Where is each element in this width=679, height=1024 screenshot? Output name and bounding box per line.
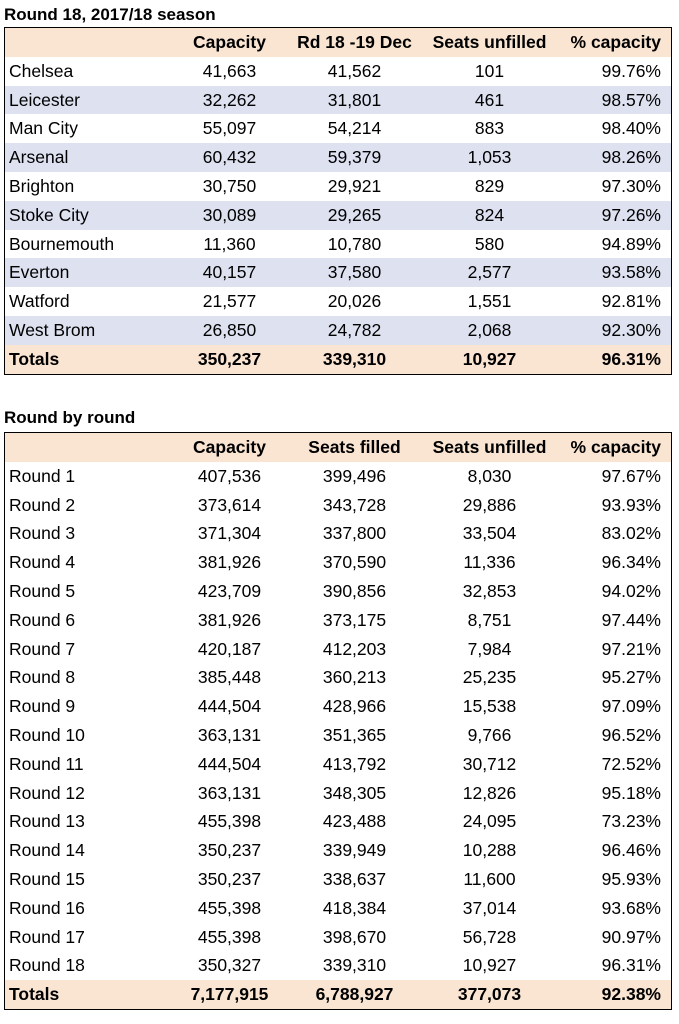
- table-cell: 98.26%: [557, 143, 672, 172]
- table-cell: 25,235: [462, 667, 517, 688]
- table-row: [5, 865, 672, 894]
- table-cell: 15,538: [462, 696, 517, 717]
- table-cell: 97.21%: [601, 638, 661, 659]
- column-header: [5, 433, 173, 462]
- table-cell: 93.93%: [601, 494, 661, 515]
- table-cell: 32,262: [173, 86, 287, 115]
- table-cell: 7,984: [467, 638, 512, 659]
- round-by-round-table: [4, 432, 672, 1010]
- table-cell: 33,504: [462, 523, 517, 544]
- table-cell: 98.40%: [601, 118, 661, 139]
- totals-cell: 339,310: [287, 345, 423, 374]
- totals-cell: Totals: [5, 345, 173, 374]
- table-row: [5, 663, 672, 692]
- table-cell: Round 12: [9, 782, 85, 803]
- table-cell: 348,305: [322, 782, 387, 803]
- table-cell: 407,536: [197, 465, 262, 486]
- table-cell: 418,384: [322, 897, 387, 918]
- table-cell: 30,712: [462, 753, 517, 774]
- table-row: [5, 230, 672, 259]
- table-cell: 343,728: [322, 494, 387, 515]
- table-cell: Watford: [9, 291, 70, 312]
- table-cell: 55,097: [202, 118, 257, 139]
- table-cell: 398,670: [322, 926, 387, 947]
- table-cell: Stoke City: [5, 201, 173, 230]
- table-cell: Bournemouth: [9, 233, 115, 254]
- table-cell: 41,562: [327, 60, 382, 81]
- table-cell: 399,496: [322, 465, 387, 486]
- table-cell: 30,089: [173, 201, 287, 230]
- table-cell: 423,709: [197, 580, 262, 601]
- table-cell: 41,663: [202, 60, 257, 81]
- table-cell: 29,921: [327, 175, 382, 196]
- table-cell: 11,600: [463, 868, 516, 889]
- totals-cell: Totals: [5, 980, 173, 1009]
- table-row: [5, 548, 672, 577]
- table-row: [5, 779, 672, 808]
- table-cell: 338,637: [322, 868, 387, 889]
- round-by-round-title: Round by round: [4, 408, 136, 427]
- table-cell: 37,014: [462, 897, 517, 918]
- table-cell: Round 15: [9, 868, 85, 889]
- table-cell: 20,026: [327, 291, 382, 312]
- table-cell: 92.30%: [557, 316, 672, 345]
- table-row: [5, 894, 672, 923]
- table-cell: 97.67%: [601, 465, 661, 486]
- table-cell: Round 17: [9, 926, 85, 947]
- table-row: [5, 143, 672, 172]
- table-cell: 60,432: [173, 143, 287, 172]
- table-cell: 96.34%: [601, 552, 661, 573]
- table-cell: 95.18%: [601, 782, 661, 803]
- table-cell: Round 5: [9, 580, 76, 601]
- table-cell: 12,826: [462, 782, 517, 803]
- table-cell: 455,398: [197, 926, 262, 947]
- table-cell: 29,265: [287, 201, 423, 230]
- table-cell: 339,949: [322, 840, 387, 861]
- table-cell: 2,068: [423, 316, 557, 345]
- table-cell: 72.52%: [601, 753, 661, 774]
- table-row: [5, 836, 672, 865]
- table-cell: 360,213: [322, 667, 387, 688]
- table-cell: 829: [474, 175, 505, 196]
- table-cell: 93.58%: [557, 258, 672, 287]
- table-cell: 54,214: [327, 118, 382, 139]
- table-cell: 8,751: [467, 609, 512, 630]
- table-cell: 444,504: [197, 696, 262, 717]
- table-row: [5, 316, 672, 345]
- table-row: [5, 462, 672, 491]
- table-cell: Chelsea: [9, 60, 74, 81]
- table-row: [5, 721, 672, 750]
- table-cell: 30,750: [202, 175, 257, 196]
- table-cell: 24,782: [287, 316, 423, 345]
- table-cell: Round 2: [9, 494, 76, 515]
- table-cell: 97.44%: [601, 609, 661, 630]
- table-cell: 56,728: [462, 926, 517, 947]
- table-cell: 2,577: [423, 258, 557, 287]
- totals-cell: 96.31%: [557, 345, 672, 374]
- table-cell: Round 10: [9, 724, 85, 745]
- table-cell: 339,310: [322, 955, 387, 976]
- table-row: [5, 519, 672, 548]
- column-header: Capacity: [173, 28, 287, 57]
- table-cell: 24,095: [462, 811, 517, 832]
- column-header: Seats unfilled: [423, 28, 557, 57]
- table-cell: 29,886: [462, 494, 517, 515]
- table-cell: Round 16: [9, 897, 85, 918]
- table-cell: Everton: [5, 258, 173, 287]
- table-cell: Round 11: [9, 753, 84, 774]
- table-cell: 883: [474, 118, 505, 139]
- table-cell: Round 1: [9, 465, 76, 486]
- table-cell: West Brom: [5, 316, 173, 345]
- table-cell: Round 3: [9, 523, 76, 544]
- table-cell: 83.02%: [601, 523, 661, 544]
- table-cell: 444,504: [197, 753, 262, 774]
- table-row: [5, 172, 672, 201]
- table-cell: 455,398: [197, 897, 262, 918]
- table-cell: 373,175: [322, 609, 387, 630]
- column-header: % capacity: [557, 28, 672, 57]
- table-cell: 97.30%: [601, 175, 661, 196]
- table-row: [5, 923, 672, 952]
- table-cell: 94.02%: [601, 580, 661, 601]
- table-cell: 351,365: [322, 724, 387, 745]
- table-row: [5, 201, 672, 230]
- table-cell: 337,800: [322, 523, 387, 544]
- table-cell: Round 14: [9, 840, 85, 861]
- table-cell: 26,850: [173, 316, 287, 345]
- table-cell: 93.68%: [601, 897, 661, 918]
- table-cell: 10,780: [327, 233, 382, 254]
- table-cell: 90.97%: [601, 926, 661, 947]
- table-cell: 94.89%: [601, 233, 661, 254]
- table-cell: 390,856: [322, 580, 387, 601]
- table-cell: 370,590: [322, 552, 387, 573]
- table-cell: Round 7: [9, 638, 76, 659]
- table-cell: 9,766: [467, 724, 512, 745]
- table-cell: 95.27%: [601, 667, 661, 688]
- table-cell: 455,398: [197, 811, 262, 832]
- column-header: Seats unfilled: [423, 433, 557, 462]
- table-cell: 21,577: [202, 291, 257, 312]
- table-cell: Leicester: [5, 86, 173, 115]
- table-cell: 98.57%: [557, 86, 672, 115]
- table-row: [5, 951, 672, 980]
- table-cell: Round 8: [9, 667, 76, 688]
- table-cell: 363,131: [197, 724, 262, 745]
- round-18-table: [4, 27, 672, 375]
- totals-cell: 10,927: [423, 345, 557, 374]
- totals-row: [5, 980, 672, 1009]
- table-row: [5, 57, 672, 86]
- table-cell: 96.31%: [601, 955, 661, 976]
- table-header-row: [5, 28, 672, 57]
- table-cell: 381,926: [197, 609, 262, 630]
- table-row: [5, 606, 672, 635]
- table-cell: 11,336: [463, 552, 516, 573]
- totals-row: [5, 345, 672, 374]
- totals-cell: 350,237: [173, 345, 287, 374]
- table-cell: 37,580: [287, 258, 423, 287]
- table-cell: 350,237: [197, 840, 262, 861]
- table-cell: 10,927: [462, 955, 517, 976]
- table-cell: Man City: [9, 118, 79, 139]
- table-cell: 96.52%: [601, 724, 661, 745]
- table-row: [5, 86, 672, 115]
- table-cell: 31,801: [287, 86, 423, 115]
- totals-cell: 7,177,915: [173, 980, 287, 1009]
- table-cell: 97.26%: [557, 201, 672, 230]
- table-cell: Round 9: [9, 696, 76, 717]
- table-cell: Brighton: [9, 175, 75, 196]
- table-cell: 413,792: [322, 753, 387, 774]
- table-cell: 350,237: [197, 868, 262, 889]
- table-cell: 99.76%: [601, 60, 661, 81]
- table-row: [5, 577, 672, 606]
- column-header: [5, 28, 173, 57]
- table-cell: Round 4: [9, 552, 76, 573]
- column-header: Seats filled: [287, 433, 423, 462]
- table-cell: 371,304: [197, 523, 262, 544]
- table-cell: 381,926: [197, 552, 262, 573]
- column-header: Rd 18 -19 Dec: [287, 28, 423, 57]
- table-row: [5, 258, 672, 287]
- table-row: [5, 287, 672, 316]
- table-cell: Arsenal: [5, 143, 173, 172]
- table-row: [5, 692, 672, 721]
- table-cell: 8,030: [467, 465, 512, 486]
- table-cell: Round 13: [9, 811, 85, 832]
- table-cell: 59,379: [287, 143, 423, 172]
- table-cell: 350,327: [197, 955, 262, 976]
- totals-cell: 6,788,927: [287, 980, 423, 1009]
- column-header: Capacity: [173, 433, 287, 462]
- table-cell: 10,288: [462, 840, 517, 861]
- table-cell: 32,853: [462, 580, 517, 601]
- table-row: [5, 635, 672, 664]
- table-row: [5, 114, 672, 143]
- table-cell: 11,360: [203, 233, 256, 254]
- column-header: % capacity: [557, 433, 672, 462]
- table-cell: 73.23%: [601, 811, 661, 832]
- table-cell: 97.09%: [601, 696, 661, 717]
- table-header-row: [5, 433, 672, 462]
- table-cell: Round 18: [9, 955, 85, 976]
- table-row: [5, 750, 672, 779]
- table-cell: 95.93%: [601, 868, 661, 889]
- table-cell: Round 6: [9, 609, 76, 630]
- table-cell: 96.46%: [601, 840, 661, 861]
- table-cell: 385,448: [197, 667, 262, 688]
- totals-cell: 377,073: [423, 980, 557, 1009]
- table-cell: 373,614: [197, 494, 262, 515]
- table-cell: 1,551: [467, 291, 512, 312]
- table-row: [5, 491, 672, 520]
- table-cell: 461: [423, 86, 557, 115]
- totals-cell: 92.38%: [557, 980, 672, 1009]
- table-cell: 824: [423, 201, 557, 230]
- table-cell: 363,131: [197, 782, 262, 803]
- table-cell: 101: [474, 60, 505, 81]
- table-cell: 412,203: [322, 638, 387, 659]
- table-cell: 423,488: [322, 811, 387, 832]
- table-cell: 420,187: [197, 638, 262, 659]
- table-cell: 428,966: [322, 696, 387, 717]
- table-row: [5, 807, 672, 836]
- table-cell: 580: [474, 233, 505, 254]
- table-cell: 92.81%: [601, 291, 661, 312]
- table-cell: 1,053: [423, 143, 557, 172]
- round-18-title: Round 18, 2017/18 season: [4, 5, 216, 24]
- table-cell: 40,157: [173, 258, 287, 287]
